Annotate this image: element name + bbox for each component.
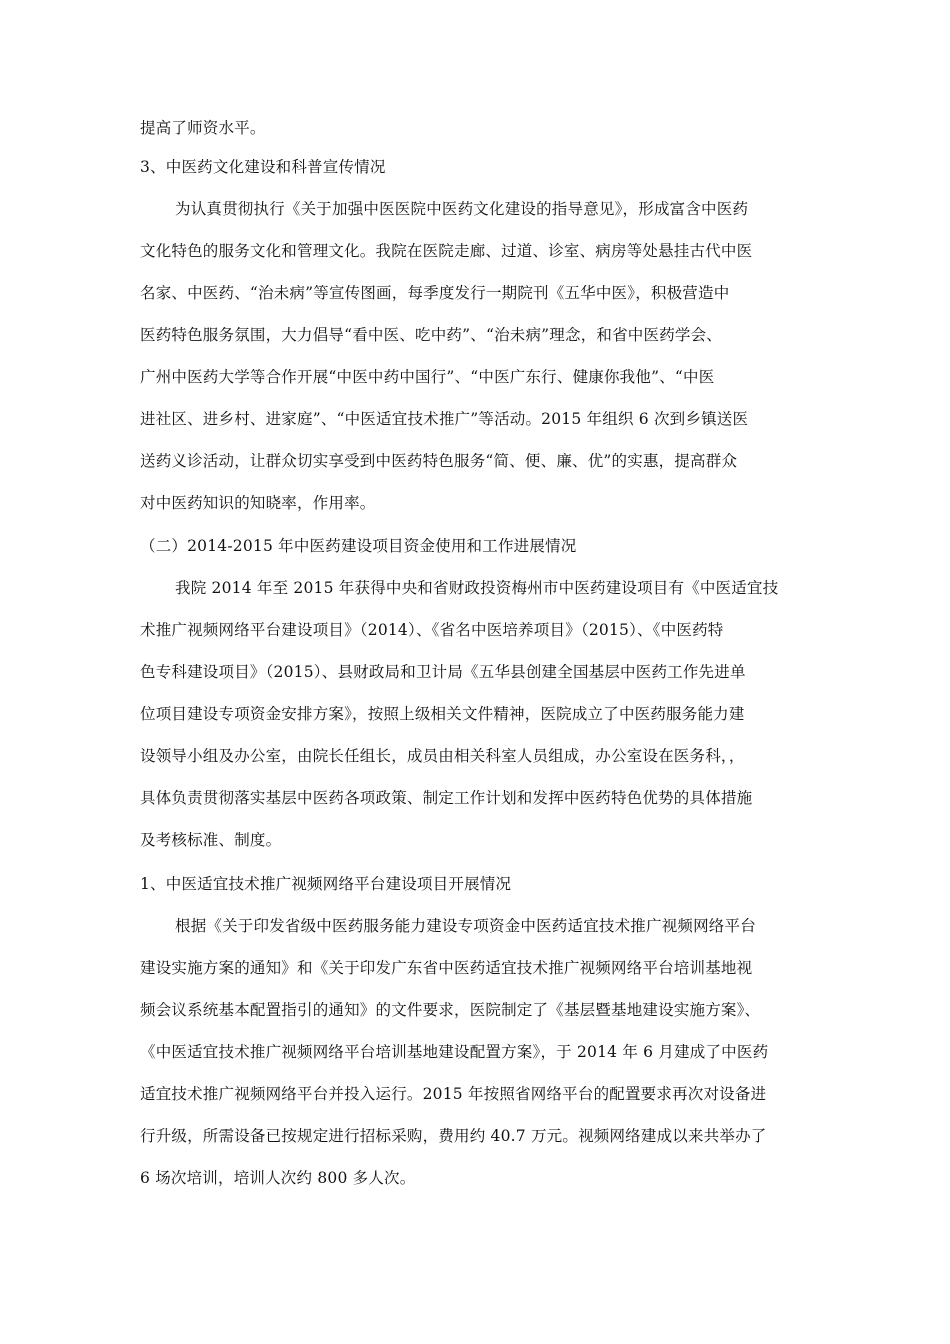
text-line: 具体负责贯彻落实基层中医药各项政策、制定工作计划和发挥中医药特色优势的具体措施 bbox=[140, 789, 753, 807]
text-line: 提高了师资水平。 bbox=[140, 119, 266, 137]
text-line: 为认真贯彻执行《关于加强中医医院中医药文化建设的指导意见》，形成富含中医药 bbox=[175, 200, 749, 218]
text-line: 行升级，所需设备已按规定进行招标采购，费用约 40.7 万元。视频网络建成以来共举办了 bbox=[140, 1127, 767, 1145]
section-heading: 1、中医适宜技术推广视频网络平台建设项目开展情况 bbox=[140, 875, 512, 893]
text-line: 我院 2014 年至 2015 年获得中央和省财政投资梅州市中医药建设项目有《中医适宜技 bbox=[175, 579, 779, 597]
text-line: 设领导小组及办公室，由院长任组长，成员由相关科室人员组成，办公室设在医务科，， bbox=[140, 747, 745, 765]
text-line: 名家、中医药、“治未病”等宣传图画，每季度发行一期院刊《五华中医》，积极营造中 bbox=[140, 284, 730, 302]
text-line: 根据《关于印发省级中医药服务能力建设专项资金中医药适宜技术推广视频网络平台 bbox=[175, 917, 756, 935]
text-line: 对中医药知识的知晓率，作用率。 bbox=[140, 494, 376, 512]
text-line: 建设实施方案的通知》和《关于印发广东省中医药适宜技术推广视频网络平台培训基地视 bbox=[140, 959, 753, 977]
text-line: 送药义诊活动，让群众切实享受到中医药特色服务“简、便、廉、优”的实惠，提高群众 bbox=[140, 452, 738, 470]
section-heading: （二）2014-2015 年中医药建设项目资金使用和工作进展情况 bbox=[140, 537, 577, 555]
text-line: 术推广视频网络平台建设项目》（2014）、《省名中医培养项目》（2015）、《中医药特 bbox=[140, 621, 724, 639]
text-line: 适宜技术推广视频网络平台并投入运行。2015 年按照省网络平台的配置要求再次对设备进 bbox=[140, 1085, 767, 1103]
text-line: 频会议系统基本配置指引的通知》的文件要求，医院制定了《基层暨基地建设实施方案》、 bbox=[140, 1001, 761, 1019]
text-line: 色专科建设项目》（2015）、县财政局和卫计局《五华县创建全国基层中医药工作先进单 bbox=[140, 663, 746, 681]
text-line: 文化特色的服务文化和管理文化。我院在医院走廊、过道、诊室、病房等处悬挂古代中医 bbox=[140, 242, 753, 260]
text-line: 广州中医药大学等合作开展“中医中药中国行”、“中医广东行、健康你我他”、“中医 bbox=[140, 368, 715, 386]
text-line: 进社区、进乡村、进家庭”、“中医适宜技术推广”等活动。2015 年组织 6 次到乡镇送医 bbox=[140, 410, 749, 428]
text-line: 及考核标准、制度。 bbox=[140, 831, 282, 849]
text-line: 《中医适宜技术推广视频网络平台培训基地建设配置方案》，于 2014 年 6 月建成了中医药 bbox=[140, 1043, 769, 1061]
text-line: 医药特色服务氛围，大力倡导“看中医、吃中药”、“治未病”理念，和省中医药学会、 bbox=[140, 326, 722, 344]
text-line: 6 场次培训，培训人次约 800 多人次。 bbox=[140, 1169, 416, 1187]
section-heading: 3、中医药文化建设和科普宣传情况 bbox=[140, 158, 386, 176]
text-line: 位项目建设专项资金安排方案》，按照上级相关文件精神，医院成立了中医药服务能力建 bbox=[140, 705, 745, 723]
